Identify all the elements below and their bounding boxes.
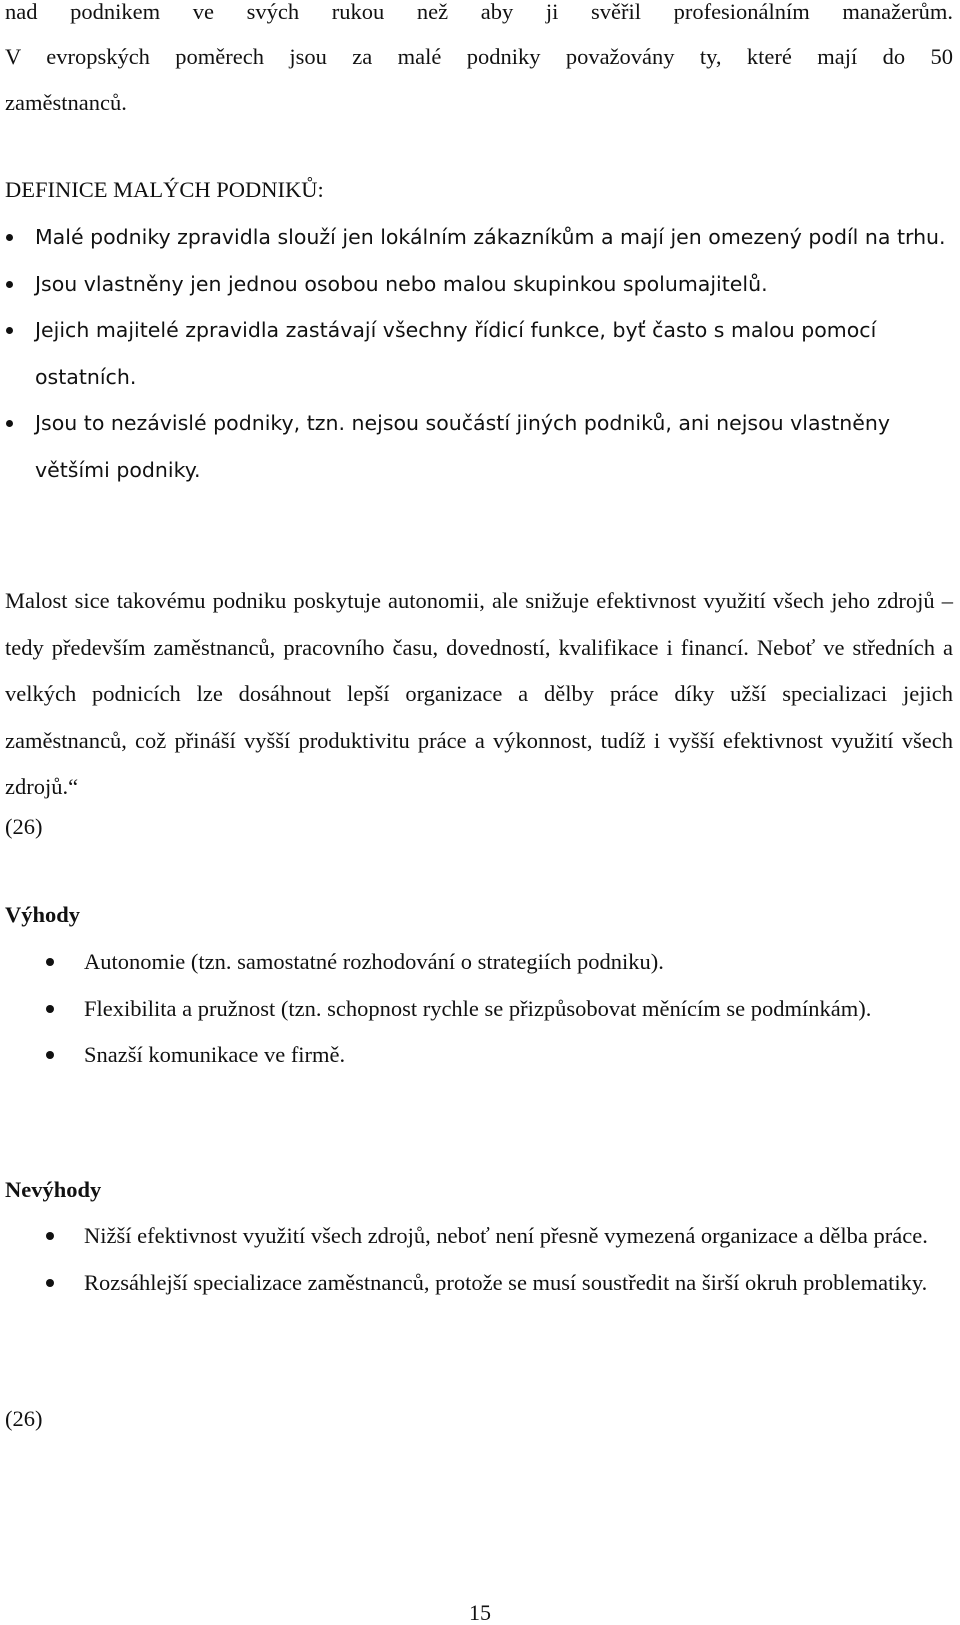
bullet-icon xyxy=(6,420,13,427)
disadvantages-list xyxy=(84,1213,955,1306)
list-item-text: Snazší komunikace ve firmě. xyxy=(84,1042,346,1067)
list-item xyxy=(84,1213,955,1260)
list-item-text: Jejich majitelé zpravidla zastávají všechny řídicí funkce, byť často s malou pomocí ostatních. xyxy=(35,318,877,389)
intro-line-2: V evropských poměrech jsou za malé podniky považovány ty, které mají do 50 xyxy=(5,44,953,69)
definition-list xyxy=(35,214,955,493)
list-item xyxy=(35,400,955,493)
disadvantages-heading: Nevýhody xyxy=(5,1177,102,1202)
advantages-list xyxy=(84,939,955,1079)
intro-line-3: zaměstnanců. xyxy=(5,90,127,115)
list-item-text: Rozsáhlejší specializace zaměstnanců, protože se musí soustředit na širší okruh problematiky. xyxy=(84,1269,928,1295)
list-item-text: Nižší efektivnost využití všech zdrojů, neboť není přesně vymezená organizace a dělba práce. xyxy=(84,1223,928,1248)
citation: (26) xyxy=(5,814,43,839)
page-number: 15 xyxy=(469,1600,491,1625)
list-item xyxy=(35,214,955,261)
quote-paragraph: Malost sice takovému podniku poskytuje autonomii, ale snižuje efektivnost využití všech jeho zdrojů – tedy především zaměstnanců, pracovního času, dovedností, kvalifikace i financí. Neboť ve středních a velkých podnicích lze dosáhnout lepší organizace a dělby práce díky užší specializaci jejich zaměstnanců, což přináší vyšší produktivitu práce a výkonnost, tudíž i vyšší efektivnost využití všech zdrojů.“ xyxy=(5,588,953,799)
definition-heading: DEFINICE MALÝCH PODNIKŮ: xyxy=(5,177,324,202)
bullet-icon xyxy=(46,958,54,966)
bullet-icon xyxy=(46,1051,54,1059)
bullet-icon xyxy=(46,1005,54,1013)
list-item-text: Flexibilita a pružnost (tzn. schopnost rychle se přizpůsobovat měnícím se podmínkám). xyxy=(84,995,872,1021)
list-item-text: Jsou to nezávislé podniky, tzn. nejsou součástí jiných podniků, ani nejsou vlastněny většími podniky. xyxy=(35,411,890,482)
bullet-icon xyxy=(46,1232,54,1240)
bullet-icon xyxy=(6,327,13,334)
list-item xyxy=(84,1260,955,1307)
list-item xyxy=(84,939,955,986)
bullet-icon xyxy=(6,281,13,288)
bullet-icon xyxy=(46,1279,54,1287)
bullet-icon xyxy=(6,234,13,241)
list-item xyxy=(35,307,955,400)
list-item-text: Malé podniky zpravidla slouží jen lokálním zákazníkům a mají jen omezený podíl na trhu. xyxy=(35,225,946,249)
intro-line-1: nad podnikem ve svých rukou než aby ji svěřil profesionálním manažerům. xyxy=(5,0,953,24)
list-item-text: Autonomie (tzn. samostatné rozhodování o strategiích podniku). xyxy=(84,949,664,974)
list-item xyxy=(84,986,955,1033)
list-item xyxy=(35,261,955,308)
citation: (26) xyxy=(5,1406,43,1431)
list-item xyxy=(84,1032,955,1079)
list-item-text: Jsou vlastněny jen jednou osobou nebo malou skupinkou spolumajitelů. xyxy=(35,271,768,296)
advantages-heading: Výhody xyxy=(5,902,81,927)
